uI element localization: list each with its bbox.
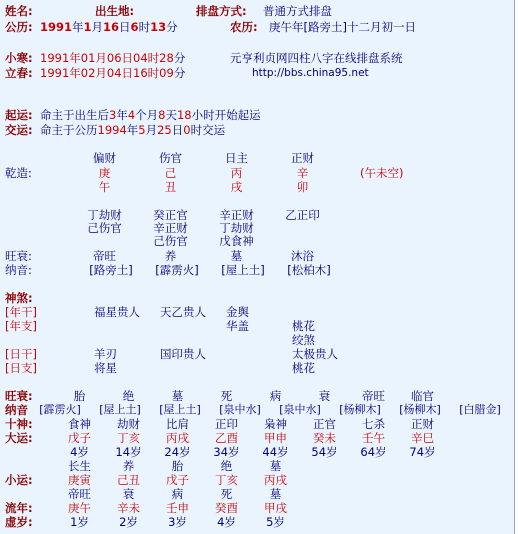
xiaoyun-cell: 墓: [269, 487, 282, 501]
dayun-cell: 正官: [313, 417, 336, 431]
dayun-cell: 丙戌: [166, 431, 189, 445]
kongwang: (午未空): [360, 166, 404, 180]
dayun-cell: 64岁: [360, 445, 387, 459]
liunian-cell: 辛未: [117, 501, 140, 515]
pillar-gods-row: [80, 151, 327, 165]
nayin-row: [80, 263, 340, 277]
liunian-label: 流年:: [5, 501, 33, 515]
qiyun-label: 起运:: [5, 108, 33, 122]
method-label: 排盘方式:: [196, 4, 247, 18]
xiaoyun-label: 小运:: [5, 473, 33, 487]
xusui-cell: 3岁: [168, 515, 187, 529]
dayun-cell: 乙酉: [215, 431, 238, 445]
dayun-cell: 死: [220, 389, 233, 403]
shensha-year-stem-label: [年干]: [5, 305, 37, 319]
nayin-cell: [霹雳火]: [155, 263, 199, 277]
lichun-value: 1991年02月04日16时09分: [40, 66, 186, 80]
hidden-stems-row-1: [80, 208, 327, 222]
dayun-cell: 衰: [318, 389, 331, 403]
xusui-label: 虚岁:: [5, 515, 33, 529]
dayun-cell: 丁亥: [117, 431, 140, 445]
xiaohan-label: 小寒:: [5, 51, 33, 65]
hidden-stems-row-2: [80, 221, 327, 235]
shensha-star: 桃花: [292, 319, 315, 333]
dayun-cell: 正印: [215, 417, 238, 431]
dayun-cell: 54岁: [311, 445, 338, 459]
hidden-stem: 乙正印: [285, 208, 320, 222]
wangshuai-row: [80, 249, 327, 263]
dayun-shishen-row: [55, 417, 447, 431]
hidden-stem: [80, 234, 129, 248]
dayun-cell: 七杀: [362, 417, 385, 431]
shensha-year-branch-label: [年支]: [5, 319, 37, 333]
pillar-branch: 午: [98, 180, 111, 194]
dayun-cell: 胎: [73, 389, 86, 403]
xiaoyun-cell: 丁亥: [215, 473, 238, 487]
dayun-cell: 病: [269, 389, 282, 403]
wangshuai-cell: 帝旺: [93, 249, 116, 263]
xiaoyun-wangshuai-row-2: [55, 487, 300, 501]
xiaoyun-row: [55, 473, 300, 487]
dayun-cell: 34岁: [213, 445, 240, 459]
shensha-day-stem-label: [日干]: [5, 347, 37, 361]
dayun-nayin-row: [30, 403, 510, 417]
dayun-cell: [泉中水]: [279, 403, 321, 416]
dayun-cell: [霹雳火]: [39, 403, 81, 416]
xiaoyun-cell: 胎: [171, 459, 184, 473]
pillar-god: 正财: [291, 151, 314, 165]
site-name: 元亨利贞网四柱八字在线排盘系统: [230, 51, 403, 65]
dayun-nayin-label: 纳音: [5, 403, 28, 417]
pillar-god: 偏财: [93, 151, 116, 165]
xiaoyun-cell: 丙戌: [264, 473, 287, 487]
xiaoyun-cell: 病: [171, 487, 184, 501]
pillar-god: 伤官: [159, 151, 182, 165]
hidden-stem: 丁劫财: [87, 208, 122, 222]
nayin-label: 纳音:: [5, 263, 32, 277]
birthplace-label: 出生地:: [95, 4, 135, 18]
dayun-cell: 比肩: [166, 417, 189, 431]
wangshuai-cell: 养: [164, 249, 177, 263]
dayun-cell: [白腊金]: [459, 403, 501, 416]
qiyun-value: 命主于出生后3年4个月8天18小时开始起运: [40, 108, 261, 122]
nayin-cell: [松柏木]: [287, 263, 331, 277]
dayun-cell: 壬午: [362, 431, 385, 445]
pillar-stem: 己: [164, 166, 177, 180]
xiaoyun-cell: 帝旺: [68, 487, 91, 501]
pillar-branch: 卯: [296, 180, 309, 194]
wangshuai-cell: 沐浴: [291, 249, 314, 263]
xiaoyun-cell: 长生: [68, 459, 91, 473]
xiaoyun-cell: 己丑: [117, 473, 140, 487]
hidden-stem: 己伤官: [87, 221, 122, 235]
hidden-stem: [278, 221, 327, 235]
lunar-value: 庚午年[路旁土]十二月初一日: [269, 20, 416, 34]
shensha-star: 天乙贵人: [160, 305, 206, 319]
wangshuai-cell: 墓: [230, 249, 243, 263]
dayun-cell: [屋上土]: [159, 403, 201, 416]
dayun-cell: 24岁: [164, 445, 191, 459]
dayun-cell: 正财: [411, 417, 434, 431]
method-value: 普通方式排盘: [263, 4, 332, 18]
shensha-star: 福星贵人: [94, 305, 140, 319]
xiaohan-value: 1991年01月06日04时28分: [40, 51, 186, 65]
dayun-cell: 74岁: [409, 445, 436, 459]
qianzao-label: 乾造:: [5, 166, 32, 180]
dayun-wangshuai-row: [55, 389, 447, 403]
dayun-wangshuai-label: 旺衰:: [5, 389, 33, 403]
dayun-cell: [杨柳木]: [399, 403, 441, 416]
dayun-cell: 墓: [171, 389, 184, 403]
hidden-stem: 癸正官: [153, 208, 188, 222]
xusui-row: [55, 515, 300, 529]
pillar-stem: 丙: [230, 166, 243, 180]
dayun-cell: [屋上土]: [99, 403, 141, 416]
nayin-cell: [路旁土]: [89, 263, 133, 277]
pillar-branches-row: [80, 180, 327, 194]
dayun-cell: 绝: [122, 389, 135, 403]
dayun-cell: 14岁: [115, 445, 142, 459]
liunian-cell: 甲戌: [264, 501, 287, 515]
lichun-label: 立春:: [5, 66, 33, 80]
dayun-cell: [泉中水]: [219, 403, 261, 416]
xiaoyun-wangshuai-row-1: [55, 459, 300, 473]
pillar-branch: 丑: [164, 180, 177, 194]
dayun-cell: 4岁: [70, 445, 89, 459]
gregorian-label: 公历:: [5, 20, 33, 34]
liunian-cell: 癸酉: [215, 501, 238, 515]
dayun-cell: 帝旺: [362, 389, 385, 403]
shensha-star: 羊刃: [94, 347, 117, 361]
xiaoyun-cell: 庚寅: [68, 473, 91, 487]
hidden-stem: [278, 234, 327, 248]
dayun-ages-row: [55, 445, 447, 459]
dayun-cell: 44岁: [262, 445, 289, 459]
xusui-cell: 5岁: [266, 515, 285, 529]
shensha-star: 太极贵人: [292, 347, 338, 361]
dayun-cell: 劫财: [117, 417, 140, 431]
hidden-stem: 辛正财: [153, 221, 188, 235]
dayun-pillars-row: [55, 431, 447, 445]
pillar-stem: 辛: [296, 166, 309, 180]
dayun-cell: 癸未: [313, 431, 336, 445]
hidden-stem: 己伤官: [153, 234, 188, 248]
shensha-star: 国印贵人: [160, 347, 206, 361]
dayun-cell: 辛巳: [411, 431, 434, 445]
dayun-cell: 临官: [411, 389, 434, 403]
pillar-stem: 庚: [98, 166, 111, 180]
xusui-cell: 4岁: [217, 515, 236, 529]
xusui-cell: 2岁: [119, 515, 138, 529]
xiaoyun-cell: 死: [220, 487, 233, 501]
jiaoyun-value: 命主于公历1994年5月25日0时交运: [40, 123, 226, 137]
xiaoyun-cell: 养: [122, 459, 135, 473]
hidden-stem: 丁劫财: [219, 221, 254, 235]
shensha-day-branch-label: [日支]: [5, 361, 37, 375]
xiaoyun-cell: 戊子: [166, 473, 189, 487]
name-label: 姓名:: [5, 4, 33, 18]
dayun-cell: 戊子: [68, 431, 91, 445]
site-url-link[interactable]: http://bbs.china95.net: [252, 67, 369, 79]
dayun-cell: [杨柳木]: [339, 403, 381, 416]
wangshuai-label: 旺衰:: [5, 249, 32, 263]
dayun-label: 大运:: [5, 431, 33, 445]
jiaoyun-label: 交运:: [5, 123, 33, 137]
shensha-star: 华盖: [226, 319, 249, 333]
shensha-star: 将星: [94, 361, 117, 375]
lunar-label: 农历:: [230, 20, 258, 34]
xusui-cell: 1岁: [70, 515, 89, 529]
liunian-cell: 壬申: [166, 501, 189, 515]
dayun-shishen-label: 十神:: [5, 417, 33, 431]
xiaoyun-cell: 绝: [220, 459, 233, 473]
hidden-stems-row-3: [80, 234, 327, 248]
hidden-stem: 辛正财: [219, 208, 254, 222]
shensha-title: 神煞:: [5, 291, 33, 305]
shensha-star: 绞煞: [292, 333, 315, 347]
dayun-cell: 枭神: [264, 417, 287, 431]
liunian-cell: 庚午: [68, 501, 91, 515]
pillar-stems-row: [80, 166, 327, 180]
pillar-god: 日主: [225, 151, 248, 165]
pillar-branch: 戌: [230, 180, 243, 194]
dayun-cell: 甲申: [264, 431, 287, 445]
xiaoyun-cell: 墓: [269, 459, 282, 473]
nayin-cell: [屋上土]: [221, 263, 265, 277]
liunian-row: [55, 501, 300, 515]
shensha-star: 桃花: [292, 361, 315, 375]
gregorian-date: 1991年1月16日6时13分: [40, 20, 178, 34]
xiaoyun-cell: 衰: [122, 487, 135, 501]
hidden-stem: 戊食神: [219, 234, 254, 248]
shensha-star: 金舆: [226, 305, 249, 319]
dayun-cell: 食神: [68, 417, 91, 431]
